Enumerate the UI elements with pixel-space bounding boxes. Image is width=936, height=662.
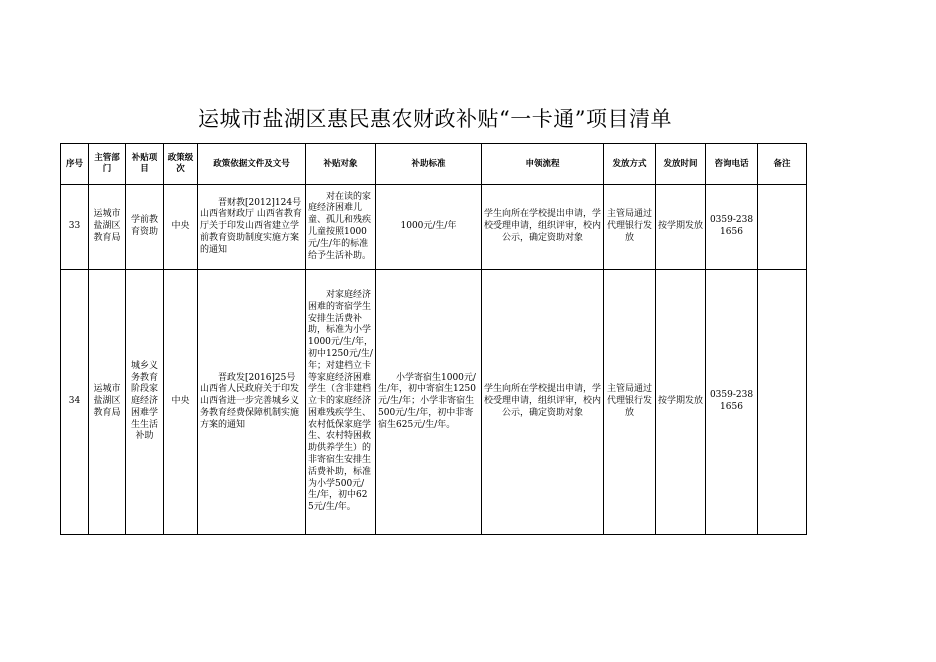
cell-method: 主管局通过代理银行发放 (604, 270, 656, 535)
header-dept: 主管部门 (89, 144, 126, 185)
cell-seq: 34 (61, 270, 89, 535)
header-time: 发放时间 (656, 144, 706, 185)
header-standard: 补助标准 (376, 144, 482, 185)
header-seq: 序号 (61, 144, 89, 185)
page-title: 运城市盐湖区惠民惠农财政补贴“一卡通”项目清单 (198, 107, 672, 131)
header-level: 政策级次 (164, 144, 198, 185)
cell-process: 学生向所在学校提出申请，学校受理申请，组织评审，校内公示，确定资助对象 (482, 185, 604, 270)
cell-seq: 33 (61, 185, 89, 270)
cell-standard: 1000元/生/年 (376, 185, 482, 270)
cell-time: 按学期发放 (656, 185, 706, 270)
cell-dept: 运城市盐湖区教育局 (89, 270, 126, 535)
cell-item: 城乡义务教育阶段家庭经济困难学生生活补助 (126, 270, 164, 535)
table-row (61, 270, 807, 535)
cell-target: 对在读的家庭经济困难儿童、孤儿和残疾儿童按照1000元/生/年的标准给予生活补助。 (306, 185, 376, 270)
cell-dept: 运城市盐湖区教育局 (89, 185, 126, 270)
cell-phone: 0359-2381656 (706, 270, 758, 535)
header-policy: 政策依据文件及文号 (198, 144, 306, 185)
cell-level: 中央 (164, 270, 198, 535)
cell-note (758, 185, 807, 270)
cell-method: 主管局通过代理银行发放 (604, 185, 656, 270)
cell-policy: 晋政发[2016]25号 山西省人民政府关于印发山西省进一步完善城乡义务教育经费保障机制实施方案的通知 (198, 270, 306, 535)
header-phone: 咨询电话 (706, 144, 758, 185)
cell-phone: 0359-2381656 (706, 185, 758, 270)
cell-note (758, 270, 807, 535)
table-row (61, 185, 807, 270)
cell-process: 学生向所在学校提出申请，学校受理申请，组织评审，校内公示，确定资助对象 (482, 270, 604, 535)
header-process: 申领流程 (482, 144, 604, 185)
cell-standard: 小学寄宿生1000元/生/年，初中寄宿生1250元/生/年；小学非寄宿生500元/生/年，初中非寄宿生625元/生/年。 (376, 270, 482, 535)
cell-time: 按学期发放 (656, 270, 706, 535)
cell-level: 中央 (164, 185, 198, 270)
header-item: 补贴项目 (126, 144, 164, 185)
cell-item: 学前教育资助 (126, 185, 164, 270)
header-target: 补贴对象 (306, 144, 376, 185)
cell-policy: 晋财教[2012]124号山西省财政厅 山西省教育厅关于印发山西省建立学前教育资助制度实施方案的通知 (198, 185, 306, 270)
header-method: 发放方式 (604, 144, 656, 185)
header-note: 备注 (758, 144, 807, 185)
subsidy-table (60, 143, 807, 535)
table-header-row (61, 144, 807, 185)
cell-target: 对家庭经济困难的寄宿学生安排生活费补助，标准为小学1000元/生/年，初中1250元/生/年；对建档立卡等家庭经济困难学生（含非建档立卡的家庭经济困难残疾学生、农村低保家庭学生、农村特困救助供养学生）的非寄宿生安排生活费补助，标准为小学500元/生/年，初中625元/生/年。 (306, 270, 376, 535)
